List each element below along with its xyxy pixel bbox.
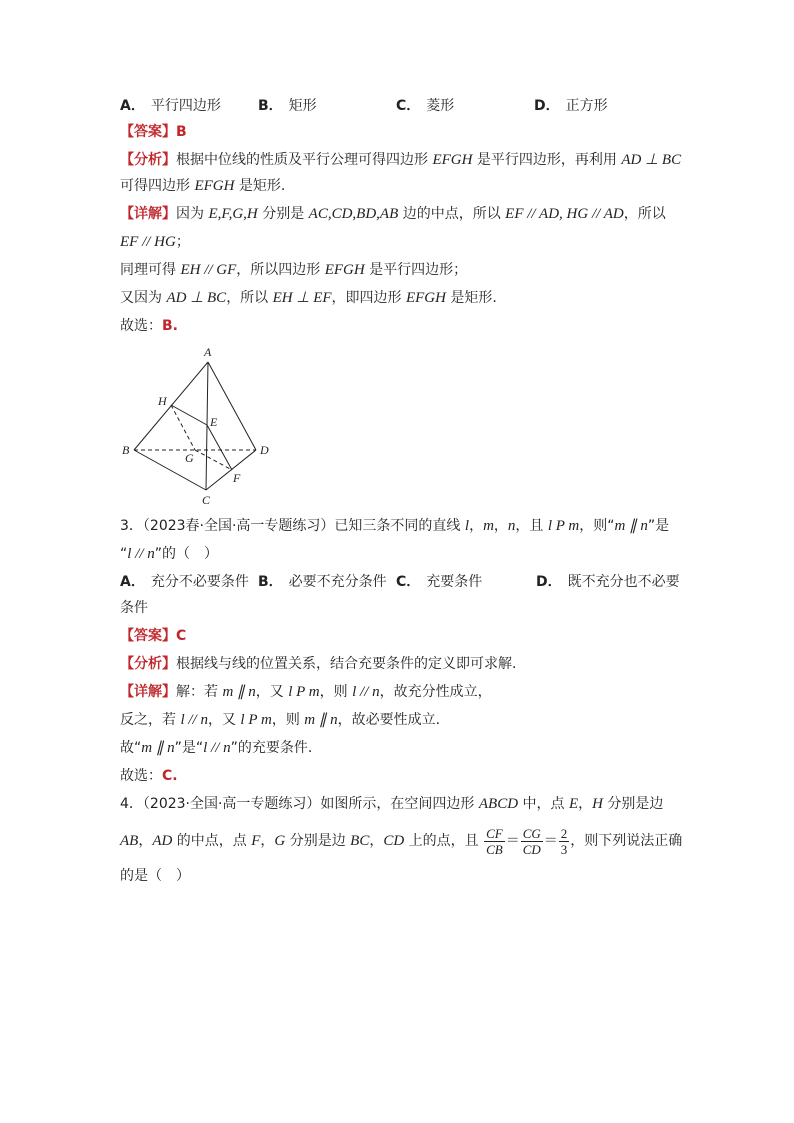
label-c: C <box>202 493 211 507</box>
q3-analysis-line: 【分析】根据线与线的位置关系，结合充要条件的定义即可求解. <box>120 656 517 672</box>
q3-answer-line: 【答案】C <box>120 628 187 644</box>
fraction-cg-cd: $\frac{CG}{CD}$ <box>522 825 541 857</box>
q3-option-a[interactable]: A． 充分不必要条件 <box>120 574 249 590</box>
label-d: D <box>260 443 269 457</box>
label-e: E <box>210 415 218 429</box>
q4-stem-line-3: 的是（ ） <box>120 868 190 884</box>
option-d[interactable]: D． 正方形 <box>534 98 608 114</box>
label-g: G <box>185 451 194 465</box>
analysis-line-1: 【分析】根据中位线的性质及平行公理可得四边形 EFGH 是平行四边形，再利用 AD ⊥ BC <box>120 152 682 168</box>
edge-cd <box>206 450 256 490</box>
q4-stem-line-1: 4．（2023·全国·高一专题练习）如图所示，在空间四边形 ABCD 中，点 E，H 分别是边 <box>120 796 664 812</box>
option-c[interactable]: C． 菱形 <box>396 98 455 114</box>
q3-option-d[interactable]: D． 既不充分也不必要 <box>536 574 680 590</box>
edge-he <box>171 405 207 425</box>
analysis-line-2: 可得四边形 EFGH 是矩形. <box>120 178 286 194</box>
q3-option-b[interactable]: B． 必要不充分条件 <box>258 574 387 590</box>
choose-line: 故选：B. <box>120 318 178 334</box>
fraction-two-thirds: $\frac{2}{3}$ <box>560 825 568 857</box>
q3-choose-line: 故选：C. <box>120 768 178 784</box>
detail-line-4: 又因为 AD ⊥ BC，所以 EH ⊥ EF，即四边形 EFGH 是矩形. <box>120 290 497 306</box>
tetrahedron-figure <box>116 340 276 510</box>
q3-stem-line-1: 3．（2023春·全国·高一专题练习）已知三条不同的直线 l，m，n，且 l P m，则“m ∥ n”是 <box>120 518 670 534</box>
edge-ef <box>207 425 232 470</box>
q3-option-c[interactable]: C． 充要条件 <box>396 574 483 590</box>
edge-bc <box>134 450 206 490</box>
detail-line-1: 【详解】因为 E,F,G,H 分别是 AC,CD,BD,AB 边的中点，所以 EF // AD, HG // AD，所以 <box>120 206 666 222</box>
label-b: B <box>122 443 130 457</box>
q3-stem-line-2: “l // n”的（ ） <box>120 546 219 562</box>
q3-detail-line-2: 反之，若 l // n，又 l P m，则 m ∥ n，故必要性成立. <box>120 712 441 728</box>
label-f: F <box>233 471 241 485</box>
q3-option-d-cont: 条件 <box>120 600 148 616</box>
label-a: A <box>204 345 212 359</box>
option-b[interactable]: B． 矩形 <box>258 98 317 114</box>
q3-detail-line-1: 【详解】解：若 m ∥ n，又 l P m，则 l // n，故充分性成立， <box>120 684 492 700</box>
answer-line: 【答案】B <box>120 124 187 140</box>
q3-detail-line-3: 故“m ∥ n”是“l // n”的充要条件. <box>120 740 313 756</box>
detail-line-3: 同理可得 EH // GF，所以四边形 EFGH 是平行四边形； <box>120 262 468 278</box>
label-h: H <box>158 394 167 408</box>
detail-line-2: EF // HG； <box>120 234 190 250</box>
q4-stem-line-2: AB，AD 的中点，点 F，G 分别是边 BC，CD 上的点，且 $\frac{CF}{CB}$ ＝ $\frac{CG}{CD}$ ＝ $\frac{2}{3}$ ，则下列说法正确 <box>120 825 683 857</box>
fraction-cf-cb: $\frac{CF}{CB}$ <box>486 825 503 857</box>
edge-ad <box>208 362 256 450</box>
option-a[interactable]: A． 平行四边形 <box>120 98 221 114</box>
